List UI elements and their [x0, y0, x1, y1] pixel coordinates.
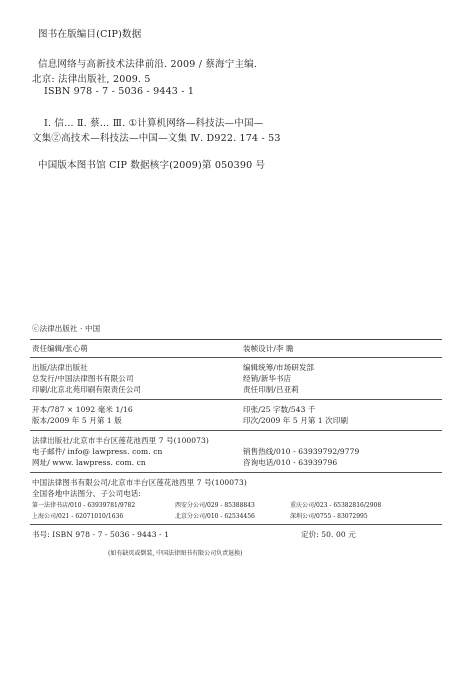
press-address: 法律出版社/北京市丰台区莲花池西里 7 号(100073)	[32, 436, 209, 445]
print-editor: 责任印制/吕亚莉	[243, 385, 299, 394]
seller: 经销/新华书店	[243, 374, 292, 383]
divider-5	[30, 472, 442, 473]
cip-classification-line-2: 文集②高技术—科技法—中国—文集 Ⅳ. D922. 174 - 53	[32, 133, 281, 144]
cip-isbn-line: ISBN 978 - 7 - 5036 - 9443 - 1	[44, 86, 195, 97]
divider-3	[30, 399, 442, 400]
branch-phone: 第一法律书店/010 - 63939781/9782	[32, 502, 136, 509]
branch-phone: 西安分公司/029 - 85388843	[175, 502, 255, 509]
return-note: (如有缺页或倒装, 中国法律图书有限公司负责退换)	[108, 550, 243, 557]
distributor: 总发行/中国法律图书有限公司	[32, 374, 134, 383]
print-sheets: 印张/25 字数/543 千	[243, 405, 316, 414]
editorial-planning: 编辑统筹/市场研发部	[243, 363, 315, 372]
company-address: 中国法律图书有限公司/北京市丰台区莲花池西里 7 号(100073)	[32, 478, 247, 487]
divider-6	[30, 524, 442, 525]
print-impression: 印次/2009 年 5 月第 1 次印刷	[243, 416, 349, 425]
press-website: 网址/ www. lawpress. com. cn	[32, 458, 146, 467]
divider-4	[30, 430, 442, 431]
press-email: 电子邮件/ info@ lawpress. com. cn	[32, 447, 163, 456]
branch-phone: 重庆公司/023 - 65382816/2908	[290, 502, 382, 509]
branches-heading: 全国各地中法图分、子公司电话:	[32, 489, 142, 498]
cip-heading: 图书在版编目(CIP)数据	[38, 29, 142, 40]
book-number: 书号: ISBN 978 - 7 - 5036 - 9443 - 1	[32, 530, 170, 539]
book-format: 开本/787 × 1092 毫米 1/16	[32, 405, 133, 414]
cip-classification-line-1: Ⅰ. 信… Ⅱ. 蔡… Ⅲ. ①计算机网络—科技法—中国—	[44, 118, 264, 129]
inquiry-phone: 咨询电话/010 - 63939796	[243, 458, 338, 467]
price: 定价: 50. 00 元	[301, 530, 356, 539]
sales-phone: 销售热线/010 - 63939792/9779	[243, 447, 360, 456]
divider-1	[30, 339, 442, 340]
divider-2	[30, 357, 442, 358]
copyright-line: ⓒ法律出版社 · 中国	[32, 324, 101, 333]
book-edition: 版本/2009 年 5 月第 1 版	[32, 416, 122, 425]
branch-phone: 深圳公司/0755 - 83072995	[290, 513, 368, 520]
cip-number: 中国版本图书馆 CIP 数据核字(2009)第 050390 号	[38, 160, 266, 171]
branch-phone: 上海公司/021 - 62071010/1636	[32, 513, 124, 520]
cip-title-line: 信息网络与高新技术法律前沿. 2009 / 蔡海宁主编.	[38, 59, 258, 70]
branch-phone: 北京分公司/010 - 62534456	[175, 513, 255, 520]
publisher: 出版/法律出版社	[32, 363, 88, 372]
printer: 印刷/北京北苑印刷有限责任公司	[32, 385, 142, 394]
cip-publication-line: 北京: 法律出版社, 2009. 5	[32, 74, 151, 85]
cover-designer: 装帧设计/李 瞻	[243, 344, 294, 353]
responsible-editor: 责任编辑/张心萌	[32, 344, 88, 353]
